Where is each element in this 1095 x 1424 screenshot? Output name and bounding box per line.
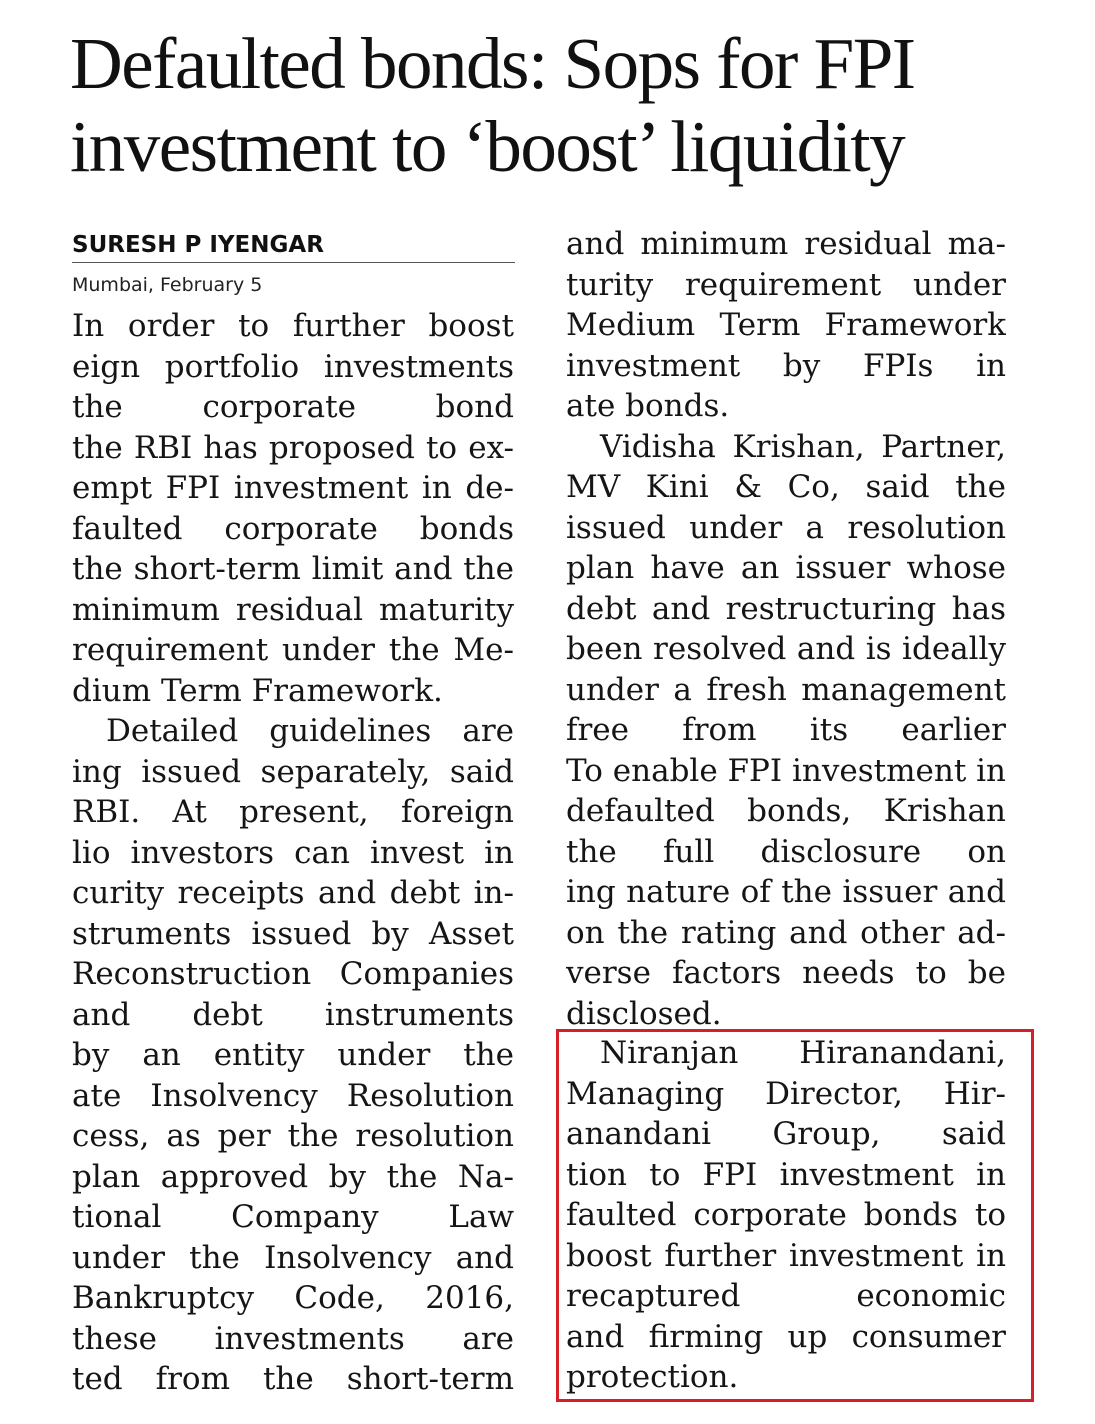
text-line: boost further investment in (566, 1237, 1006, 1274)
text-line: ted from the short-term (72, 1361, 514, 1397)
headline (70, 22, 1070, 188)
right-paragraph-2 (566, 427, 1006, 1035)
text-line: verse factors needs to be (566, 955, 1006, 991)
text-line: faulted corporate bonds to (566, 1197, 1006, 1233)
text-line: MV Kini & Co, said the (566, 469, 1006, 505)
text-line: ing nature of the issuer and (566, 874, 1006, 910)
text-line: curity receipts and debt in- (72, 875, 514, 911)
text-line: tional Company Law (72, 1199, 514, 1235)
text-line: defaulted bonds, Krishan (566, 793, 1006, 829)
text-line: To enable FPI investment in (566, 752, 1006, 789)
left-paragraph-1 (72, 306, 514, 711)
text-line: ate bonds. (566, 388, 730, 424)
headline-line-1: Defaulted bonds: Sops for FPI (70, 23, 915, 104)
text-line: issued under a resolution (566, 509, 1006, 546)
text-line: ing issued separately, said (72, 753, 514, 790)
text-line: ate Insolvency Resolution (72, 1077, 514, 1114)
text-line: and debt instruments (72, 996, 514, 1033)
text-line: plan have an issuer whose (566, 550, 1006, 586)
text-line: plan approved by the Na- (72, 1158, 514, 1195)
text-line: anandani Group, said (566, 1116, 1006, 1152)
text-line: tion to FPI investment in (566, 1156, 1006, 1193)
text-line: lio investors can invest in (72, 834, 514, 871)
text-line: dium Term Framework. (72, 672, 443, 709)
right-paragraph-1 (566, 224, 1006, 427)
text-line: requirement under the Me- (72, 632, 514, 668)
text-line: Detailed guidelines are (106, 713, 514, 749)
text-line: investment by FPIs in (566, 347, 1006, 384)
text-line: by an entity under the (72, 1037, 514, 1073)
text-line: In order to further boost (72, 308, 514, 344)
text-line: Managing Director, Hir- (566, 1075, 1006, 1112)
text-line: disclosed. (566, 995, 722, 1032)
text-line: the full disclosure on (566, 833, 1006, 870)
byline: SURESH P IYENGAR (72, 230, 515, 263)
headline-line-2: investment to ‘boost’ liquidity (70, 106, 905, 187)
text-line: minimum residual maturity (72, 591, 514, 628)
text-line: the RBI has proposed to ex- (72, 429, 514, 466)
text-line: and minimum residual ma- (566, 226, 1006, 262)
dateline: Mumbai, February 5 (72, 274, 263, 296)
text-line: free from its earlier (566, 712, 1006, 748)
highlighted-quote (566, 1033, 1006, 1398)
text-line: the short-term limit and the (72, 551, 514, 587)
text-line: protection. (566, 1359, 739, 1395)
text-line: the corporate bond (72, 389, 514, 425)
text-line: Medium Term Framework (566, 307, 1006, 343)
text-line: on the rating and other ad- (566, 914, 1006, 951)
text-line: cess, as per the resolution (72, 1118, 514, 1154)
text-line: Bankruptcy Code, 2016, (72, 1280, 514, 1316)
right-column (566, 224, 1006, 1034)
text-line: Niranjan Hiranandani, (600, 1035, 1006, 1071)
text-line: faulted corporate bonds (72, 510, 514, 547)
text-line: been resolved and is ideally (566, 631, 1006, 667)
text-line: eign portfolio investments (72, 348, 514, 385)
text-line: turity requirement under (566, 266, 1006, 303)
left-column (72, 306, 514, 1400)
text-line: under the Insolvency and (72, 1239, 514, 1276)
text-line: recaptured economic (566, 1278, 1006, 1314)
text-line: empt FPI investment in de- (72, 470, 514, 506)
text-line: these investments are (72, 1320, 514, 1357)
left-paragraph-2 (72, 711, 514, 1400)
text-line: struments issued by Asset (72, 915, 514, 952)
text-line: under a fresh management (566, 671, 1006, 708)
text-line: Reconstruction Companies (72, 956, 514, 992)
text-line: debt and restructuring has (566, 590, 1006, 627)
text-line: and firming up consumer (566, 1318, 1006, 1355)
text-line: Vidisha Krishan, Partner, (600, 428, 1006, 465)
text-line: RBI. At present, foreign (72, 794, 514, 830)
